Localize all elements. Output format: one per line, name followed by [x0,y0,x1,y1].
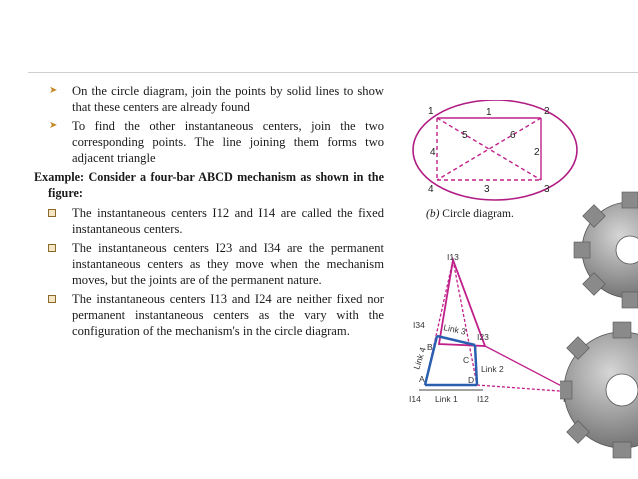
header-divider [28,72,638,73]
link-label: Link 2 [481,364,504,374]
arrow-bullet-icon: ➤ [49,120,58,131]
four-bar-mechanism [405,250,585,410]
bullet-item [34,83,384,115]
center-label: I34 [413,320,425,330]
point-label: 1 [428,106,434,117]
bullet-text: The instantaneous centers I12 and I14 are called the fixed instantaneous centers. [72,206,384,236]
bullet-item [34,291,384,339]
circle-diagram-caption: (b) Circle diagram. [426,208,514,220]
link-label: Link 4 [411,345,428,371]
slide-body [34,83,384,342]
square-bullet-icon [48,244,56,252]
bullet-item [34,205,384,237]
center-label: I14 [409,394,421,404]
line-label: 6 [510,130,516,141]
line-6 [437,118,541,180]
bullet-text: On the circle diagram, join the points by solid lines to show that these centers are already found [72,84,384,114]
bullet-item [34,118,384,166]
center-label: I12 [477,394,489,404]
center-label: I23 [477,332,489,342]
bullet-text: The instantaneous centers I13 and I24 are neither fixed nor permanent instantaneous centers as the vary with the configuration of the mechanism's in the circle diagram. [72,292,384,338]
link-label: Link 3 [442,322,467,337]
line-label: 5 [462,130,468,141]
square-bullet-icon [48,209,56,217]
gear-icon [560,322,638,458]
gear-icon [574,192,638,308]
bullet-text: The instantaneous centers I23 and I34 are the permanent instantaneous centers as they move when the mechanism moves, but the joints are of the permanent nature. [72,241,384,287]
square-bullet-icon [48,295,56,303]
example-heading: Example: Consider a four-bar ABCD mechanism as shown in the figure: [34,170,384,200]
joint-label: C [463,355,470,365]
dashed-line [453,260,477,385]
line-label: 3 [484,184,490,195]
joint-label: A [419,374,425,384]
point-label: 3 [544,184,550,195]
line-label: 1 [486,107,492,118]
point-label: 2 [544,106,550,117]
line-5 [437,118,541,180]
circle-diagram [410,100,580,205]
joint-label: B [427,342,433,352]
joint-label: D [468,375,475,385]
bullet-text: To find the other instantaneous centers, join the two corresponding points. The line joining them forms two adjacent triangle [72,119,384,165]
gears-decoration [560,190,638,479]
bullet-item [34,240,384,288]
point-label: 4 [428,184,434,195]
center-label: I13 [447,252,459,262]
link-label: Link 1 [435,394,458,404]
line-label: 4 [430,147,436,158]
dashed-line [477,385,573,392]
line-label: 2 [534,147,540,158]
arrow-bullet-icon: ➤ [49,85,58,96]
